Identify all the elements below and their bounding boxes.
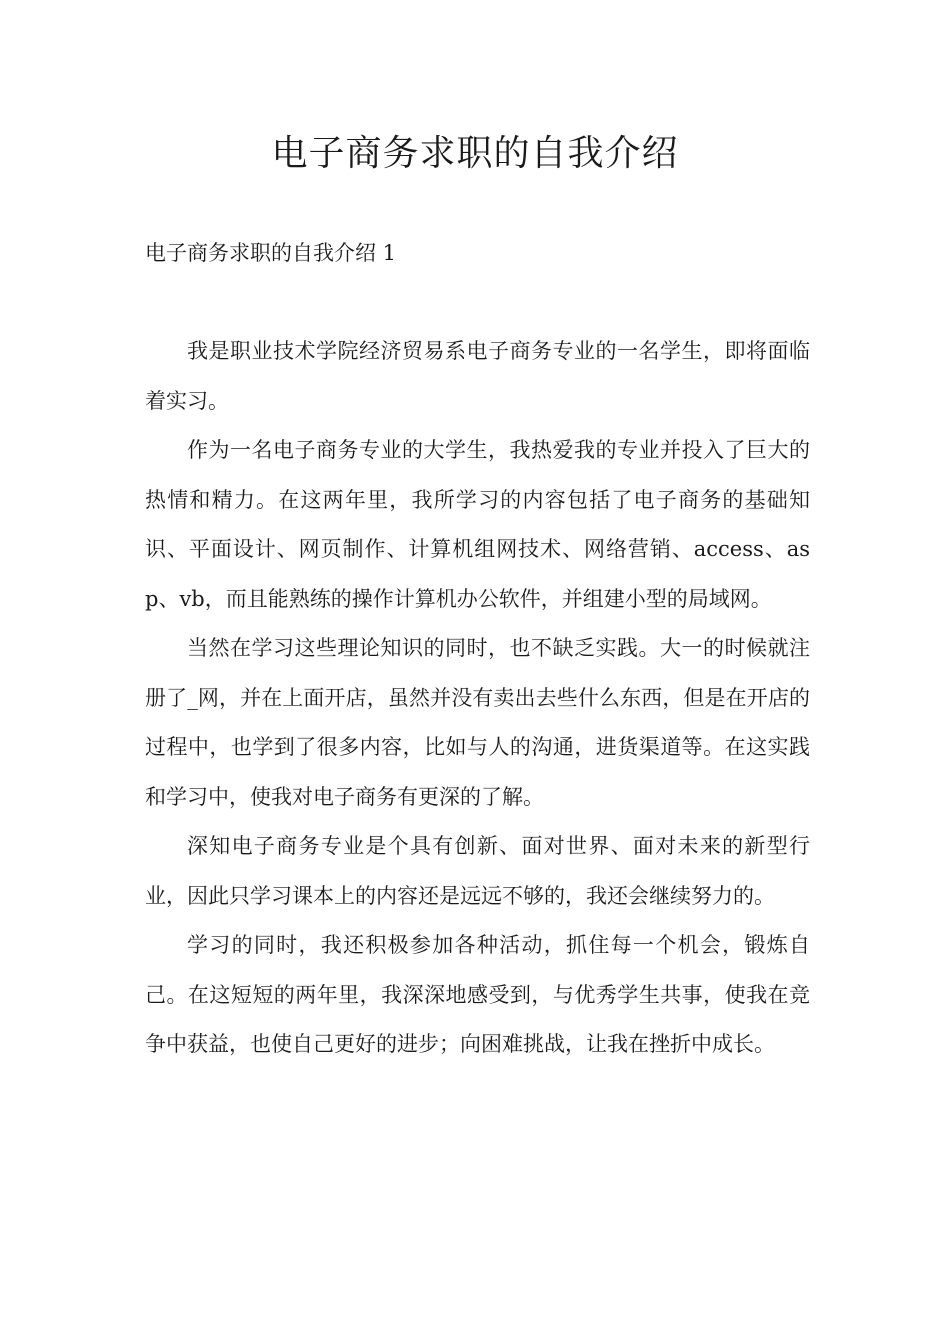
section-subtitle: 电子商务求职的自我介绍 1 [145, 241, 397, 265]
paragraph: 我是职业技术学院经济贸易系电子商务专业的一名学生，即将面临着实习。 [145, 339, 810, 413]
document-body [145, 327, 810, 1070]
document-title: 电子商务求职的自我介绍 [271, 133, 679, 174]
paragraph: 当然在学习这些理论知识的同时，也不缺乏实践。大一的时候就注册了_网，并在上面开店，虽然并没有卖出去些什么东西，但是在开店的过程中，也学到了很多内容，比如与人的沟通，进货渠道等。在这实践和学习中，使我对电子商务有更深的了解。 [145, 636, 810, 809]
paragraph: 学习的同时，我还积极参加各种活动，抓住每一个机会，锻炼自己。在这短短的两年里，我深深地感受到，与优秀学生共事，使我在竞争中获益，也使自己更好的进步；向困难挑战，让我在挫折中成长。 [145, 933, 810, 1056]
paragraph: 作为一名电子商务专业的大学生，我热爱我的专业并投入了巨大的热情和精力。在这两年里，我所学习的内容包括了电子商务的基础知识、平面设计、网页制作、计算机组网技术、网络营销、access、asp、vb，而且能熟练的操作计算机办公软件，并组建小型的局域网。 [145, 438, 810, 611]
paragraph: 深知电子商务专业是个具有创新、面对世界、面对未来的新型行业，因此只学习课本上的内容还是远远不够的，我还会继续努力的。 [145, 834, 810, 908]
